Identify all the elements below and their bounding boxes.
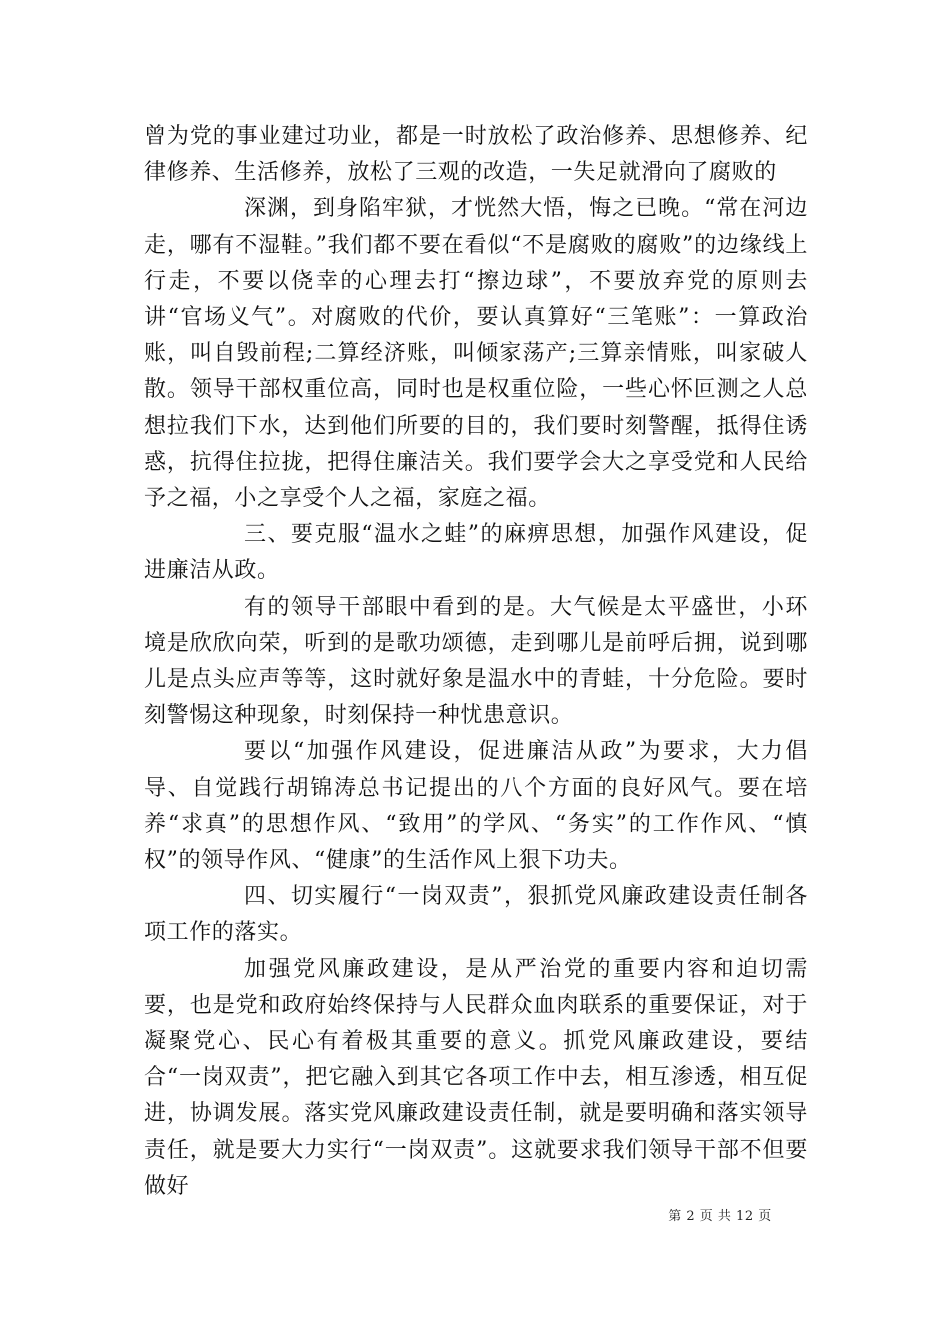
section-heading-three: 三、要克服“温水之蛙”的麻痹思想，加强作风建设，促进廉洁从政。: [144, 522, 808, 584]
document-body: [144, 119, 808, 1205]
paragraph-continuation: 曾为党的事业建过功业，都是一时放松了政治修养、思想修养、纪律修养、生活修养，放松了三观的改造，一失足就滑向了腐败的: [144, 124, 808, 186]
paragraph-corruption-cost: 深渊，到身陷牢狱，才恍然大悟，悔之已晚。“常在河边走，哪有不湿鞋。”我们都不要在看似“不是腐败的腐败”的边缘线上行走，不要以侥幸的心理去打“擦边球”，不要放弃党的原则去讲“官场义气”。对腐败的代价，要认真算好“三笔账”：一算政治账，叫自毁前程;二算经济账，叫倾家荡产;三算亲情账，叫家破人散。领导干部权重位高，同时也是权重位险，一些心怀叵测之人总想拉我们下水，达到他们所要的目的，我们要时刻警醒，抵得住诱惑，抗得住拉拢，把得住廉洁关。我们要学会大之享受党和人民给予之福，小之享受个人之福，家庭之福。: [144, 196, 808, 512]
page-footer: [0, 1205, 950, 1224]
section-heading-four: 四、切实履行“一岗双责”，狠抓党风廉政建设责任制各项工作的落实。: [144, 884, 808, 946]
paragraph-work-style: 要以“加强作风建设，促进廉洁从政”为要求，大力倡导、自觉践行胡锦涛总书记提出的八个方面的良好风气。要在培养“求真”的思想作风、“致用”的学风、“务实”的工作作风、“慎权”的领导作风、“健康”的生活作风上狠下功夫。: [144, 739, 808, 874]
paragraph-warm-water-frog: 有的领导干部眼中看到的是。大气候是太平盛世，小环境是欣欣向荣，听到的是歌功颂德，走到哪儿是前呼后拥，说到哪儿是点头应声等等，这时就好象是温水中的青蛙，十分危险。要时刻警惕这种现象，时刻保持一种忧患意识。: [144, 594, 808, 729]
paragraph-party-discipline: 加强党风廉政建设，是从严治党的重要内容和迫切需要，也是党和政府始终保持与人民群众血肉联系的重要保证，对于凝聚党心、民心有着极其重要的意义。抓党风廉政建设，要结合“一岗双责”，把它融入到其它各项工作中去，相互渗透，相互促进，协调发展。落实党风廉政建设责任制，就是要明确和落实领导责任，就是要大力实行“一岗双责”。这就要求我们领导干部不但要做好: [144, 956, 808, 1199]
page-number: 第 2 页 共 12 页: [668, 1209, 772, 1224]
